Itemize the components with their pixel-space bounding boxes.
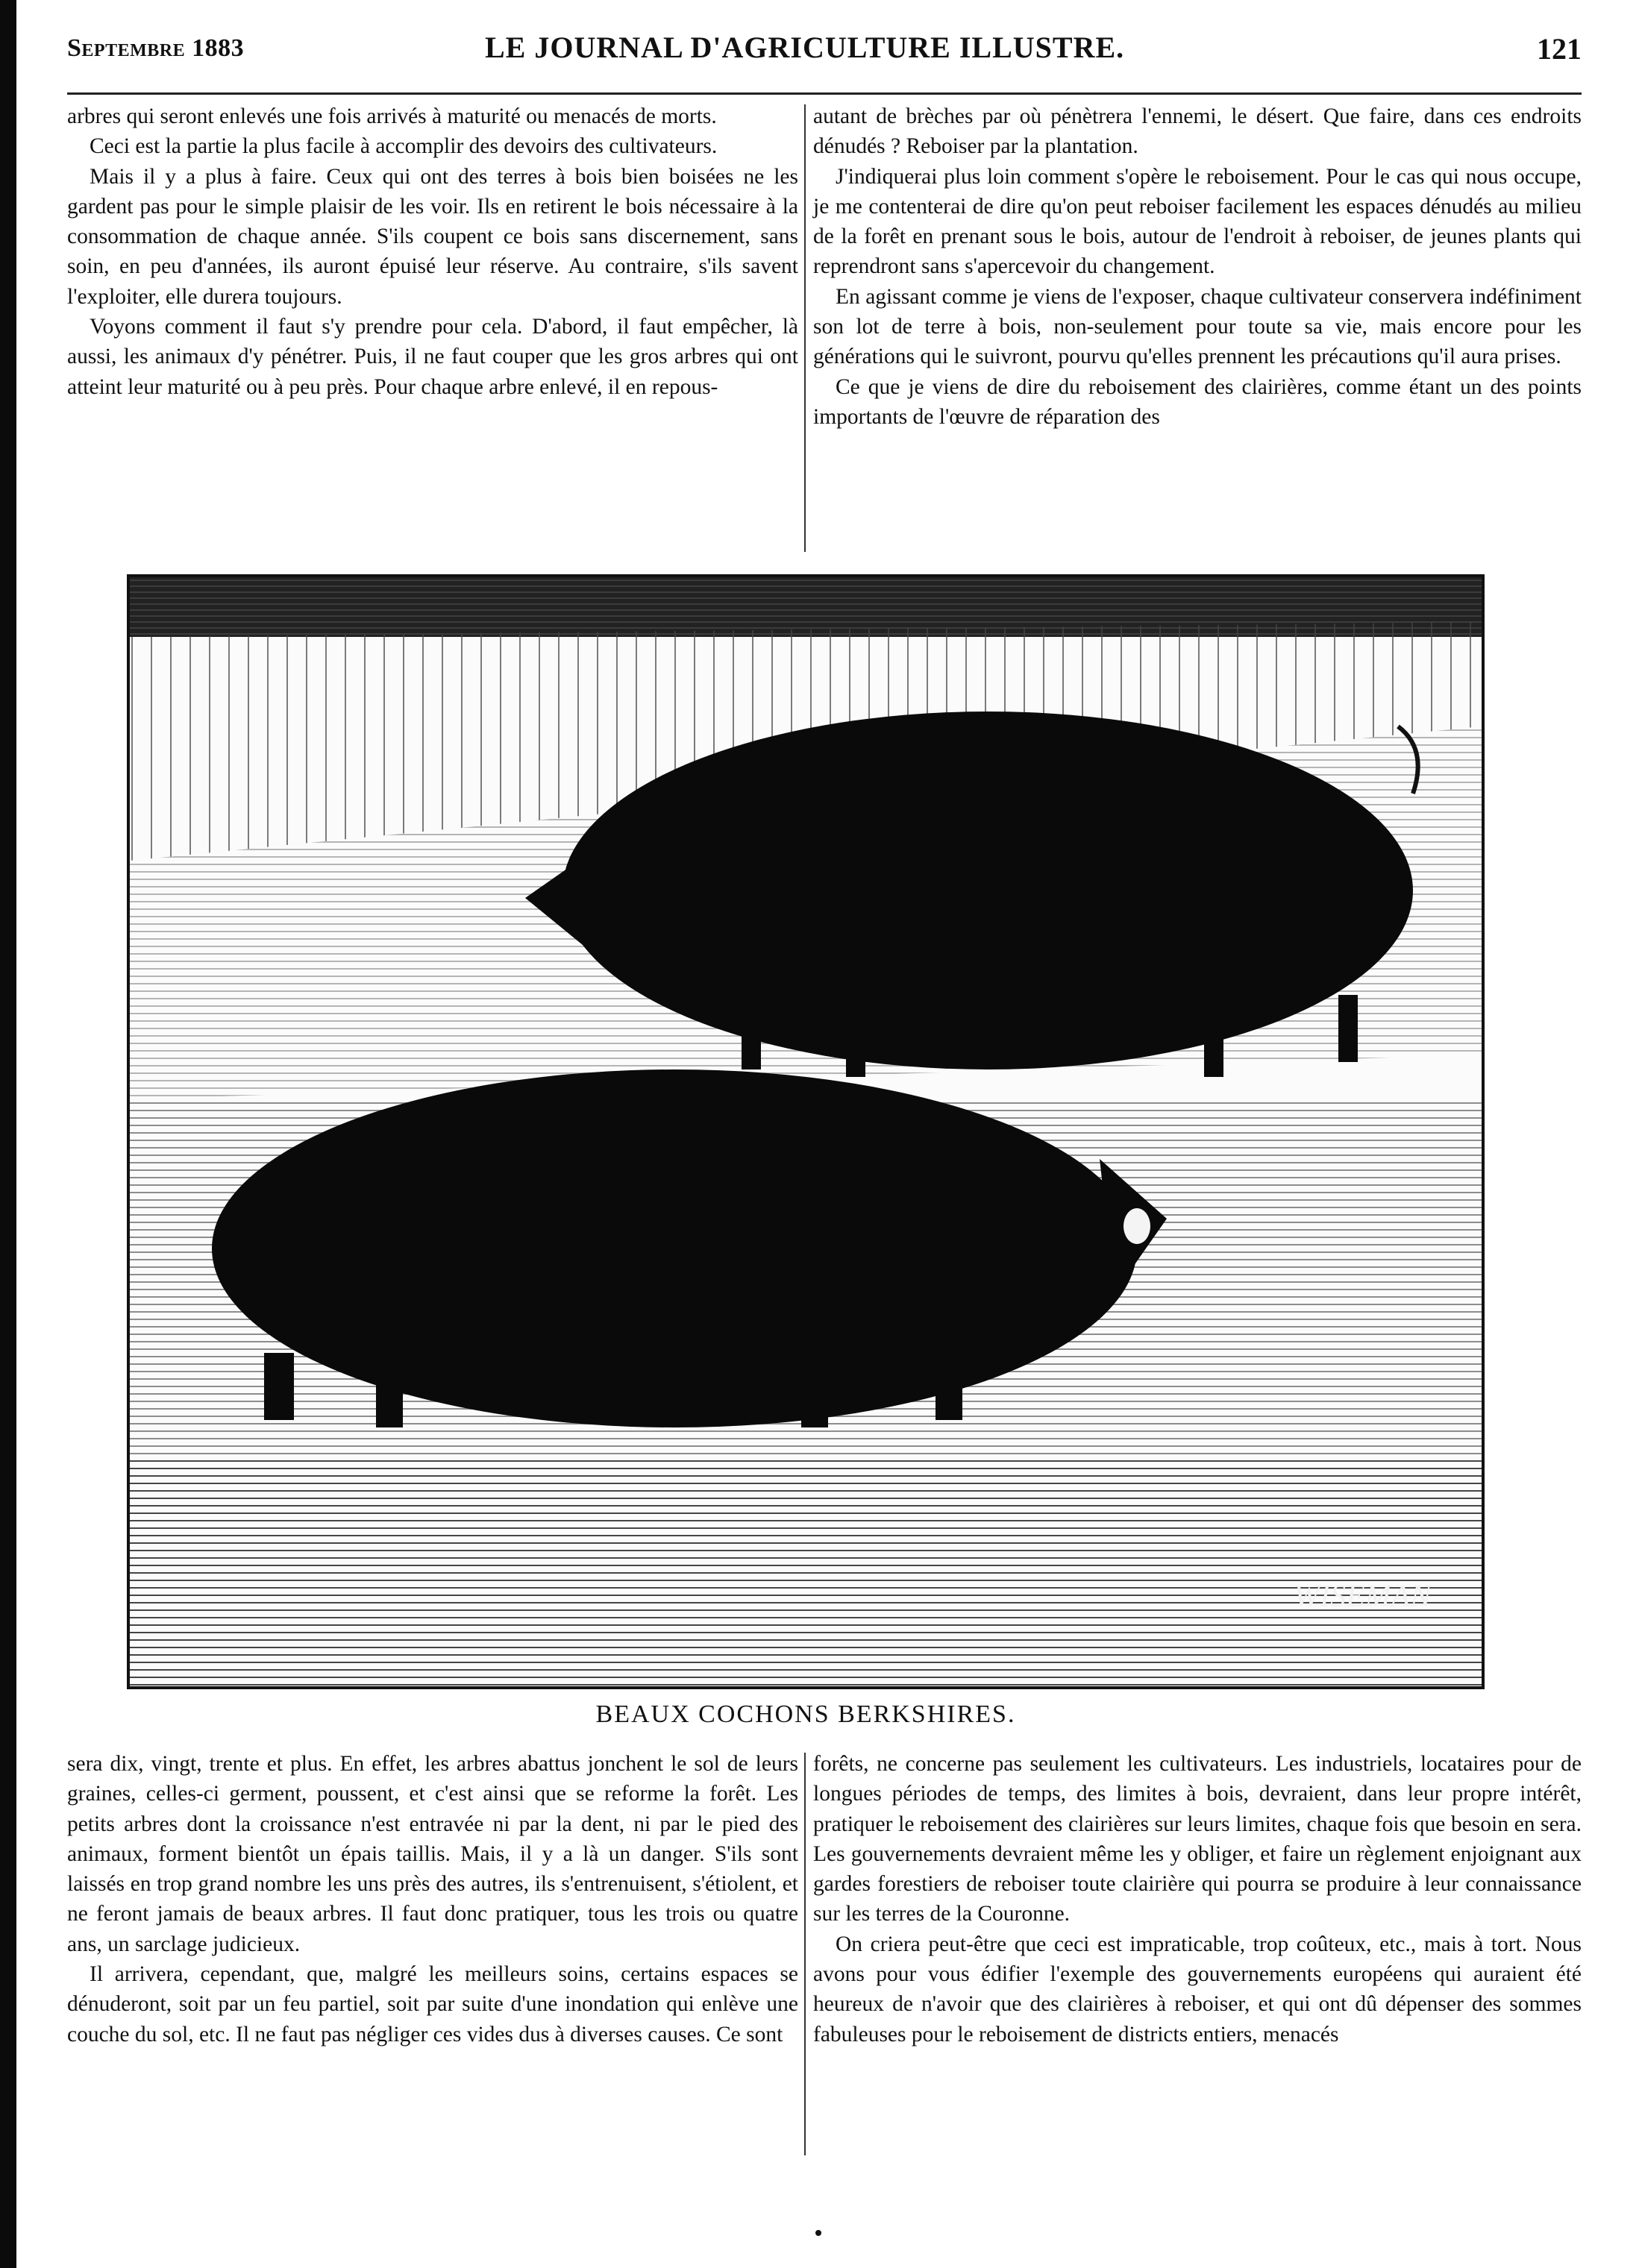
- bottom-right-column: [813, 1749, 1582, 2049]
- journal-title: LE JOURNAL D'AGRICULTURE ILLUSTRE.: [485, 31, 1125, 64]
- page-header: [67, 30, 1582, 75]
- paragraph: Voyons comment il faut s'y prendre pour cela. D'abord, il faut empêcher, là aussi, les animaux d'y pénétrer. Puis, il ne faut couper que les gros arbres qui ont atteint leur maturité ou à peu près. Pour chaque arbre enlevé, il en repous-: [67, 315, 798, 399]
- paragraph: J'indiquerai plus loin comment s'opère le reboisement. Pour le cas qui nous occupe, je me contenterai de dire qu'on peut reboiser facilement les espaces dénudés au milieu de la forêt en prenant sous le bois, autour de l'endroit à reboiser, de jeunes plants qui reprendront sans s'apercevoir du changement.: [813, 164, 1582, 279]
- header-rule: [67, 92, 1582, 95]
- artist-signature: WISEMAN: [1294, 1580, 1432, 1614]
- footer-mark: [815, 2230, 821, 2236]
- paragraph: Ce que je viens de dire du reboisement des clairières, comme étant un des points importants de l'œuvre de réparation des: [813, 374, 1582, 429]
- illustration-berkshire-pigs: [127, 574, 1485, 1689]
- column-divider-bottom: [804, 1753, 806, 2155]
- paragraph: forêts, ne concerne pas seulement les cultivateurs. Les industriels, locataires pour de longues périodes de temps, des limites à bois, devraient, dans leur propre intérêt, pratiquer le reboisement des clairières sur leurs limites, chaque fois que besoin en sera. Les gouvernements devraient même les y obliger, et faire un règlement enjoignant aux gardes forestiers de reboiser toute clairière qui pourra se produire à leur connaissance sur les terres de la Couronne.: [813, 1752, 1582, 1926]
- paragraph: On criera peut-être que ceci est impraticable, trop coûteux, etc., mais à tort. Nous avons pour vous édifier l'exemple des gouvernements européens qui auraient été heureux de n'avoir que des clairières à reboiser, et qui ont dû dépenser des sommes fabuleuses pour le reboisement de districts entiers, menacés: [813, 1932, 1582, 2046]
- paragraph: autant de brèches par où pénètrera l'ennemi, le désert. Que faire, dans ces endroits dénudés ? Reboiser par la plantation.: [813, 104, 1582, 159]
- issue-date: Septembre 1883: [67, 34, 245, 62]
- bottom-left-column: [67, 1749, 798, 2049]
- paragraph: Mais il y a plus à faire. Ceux qui ont des terres à bois bien boisées ne les gardent pas pour le simple plaisir de les voir. Ils en retirent le bois nécessaire à la consommation de chaque année. S'ils coupent ce bois sans discernement, sans soin, en peu d'années, ils auront épuisé leur réserve. Au contraire, s'ils savent l'exploiter, elle durera toujours.: [67, 164, 798, 309]
- figure-caption: BEAUX COCHONS BERKSHIRES.: [595, 1700, 1016, 1728]
- column-divider-top: [804, 104, 806, 552]
- top-left-column: [67, 101, 798, 402]
- paragraph: Il arrivera, cependant, que, malgré les meilleurs soins, certains espaces se dénuderont, soit par un feu partiel, soit par suite d'une inondation qui enlève une couche du sol, etc. Il ne faut pas négliger ces vides dus à diverses causes. Ce sont: [67, 1962, 798, 2046]
- page-number: 121: [1537, 32, 1582, 66]
- paragraph: arbres qui seront enlevés une fois arrivés à maturité ou menacés de morts.: [67, 104, 717, 128]
- top-right-column: [813, 101, 1582, 432]
- paragraph: En agissant comme je viens de l'exposer, chaque cultivateur conservera indéfiniment son lot de terre à bois, non-seulement pour toute sa vie, mais encore pour les générations qui le suivront, pourvu qu'elles prennent les précautions qu'il aura prises.: [813, 284, 1582, 369]
- paragraph: sera dix, vingt, trente et plus. En effet, les arbres abattus jonchent le sol de leurs graines, celles-ci germent, poussent, et c'est ainsi que se reforme la forêt. Les petits arbres dont la croissance n'est entravée ni par la dent, ni par le pied des animaux, forment bientôt un épais taillis. Mais, il y a là un danger. S'ils sont laissés en trop grand nombre les uns près des autres, ils s'entrenuisent, s'étiolent, et ne feront jamais de beaux arbres. Il faut donc pratiquer, tous les trois ou quatre ans, un sarclage judicieux.: [67, 1752, 798, 1956]
- page-binding-edge: [0, 0, 16, 2268]
- paragraph: Ceci est la partie la plus facile à accomplir des devoirs des cultivateurs.: [90, 134, 718, 159]
